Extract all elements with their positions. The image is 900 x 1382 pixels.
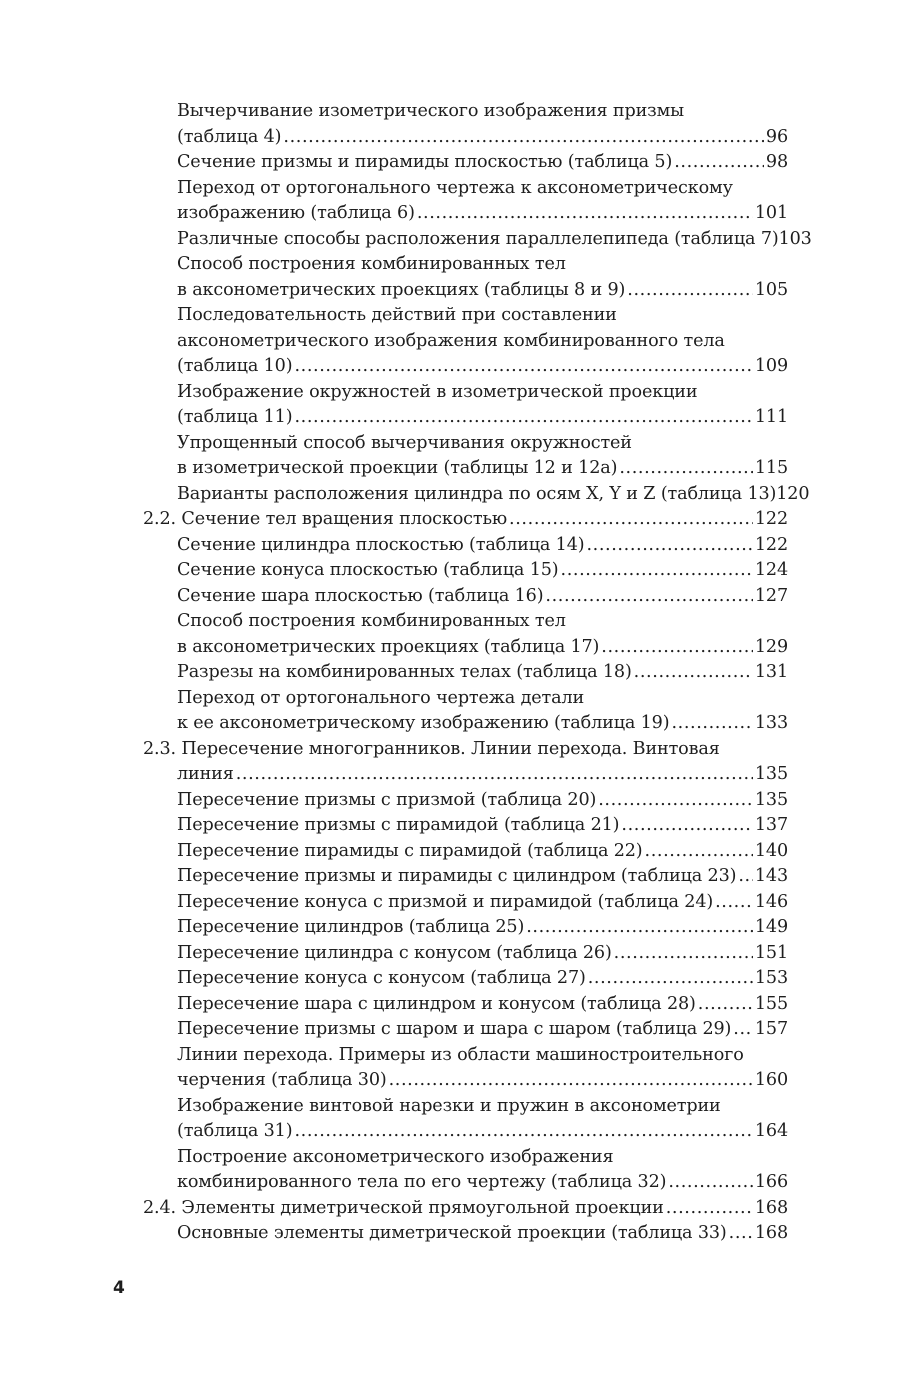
toc-entry (143, 966, 788, 992)
toc-entry (143, 482, 810, 508)
dot-leader (417, 201, 753, 227)
toc-entry-last-line (177, 1170, 788, 1196)
toc-entry-last-line (177, 711, 788, 737)
toc-entry-title-line: в аксонометрических проекциях (таблицы 8 и 9) (177, 279, 626, 300)
toc-entry-title-line: черчения (таблица 30) (177, 1070, 387, 1090)
toc-entry-last-line (143, 762, 788, 788)
toc-entry (143, 1094, 788, 1145)
dot-leader (294, 405, 752, 431)
dot-leader (561, 558, 753, 584)
dot-leader (509, 507, 753, 533)
toc-page-number: 143 (754, 866, 788, 886)
toc-page-number: 120 (776, 483, 810, 504)
toc-entry-title-line: 2.4. Элементы диметрической прямоугольной проекции (143, 1197, 664, 1218)
toc-entry-title-line: Пересечение призмы и пирамиды с цилиндром (таблица 23) (177, 866, 737, 886)
toc-entry-last-line (177, 660, 788, 686)
toc-page-number: 168 (754, 1197, 788, 1218)
toc-page-number: 153 (754, 968, 788, 988)
toc-page-number: 115 (754, 458, 788, 478)
toc-entry (143, 660, 788, 686)
toc-entry-title-line: Линии перехода. Примеры из области машиностроительного (177, 1044, 744, 1065)
dot-leader (614, 941, 753, 967)
toc-entry-last-line (177, 482, 810, 508)
dot-leader (619, 456, 753, 482)
toc-entry-last-line (177, 890, 788, 916)
toc-entry-last-line (177, 150, 788, 176)
toc-page-number: 98 (765, 152, 788, 172)
dot-leader (634, 660, 753, 686)
dot-leader (668, 1170, 753, 1196)
toc-entry (143, 915, 788, 941)
toc-entry (143, 252, 788, 303)
toc-page-number: 127 (754, 585, 788, 606)
toc-entry-title-line: Способ построения комбинированных тел (177, 254, 566, 274)
toc-page-number: 111 (754, 407, 788, 427)
toc-entry-title-line: Построение аксонометрического изображения (177, 1146, 614, 1167)
toc-entry-last-line (177, 227, 812, 253)
page-number: 4 (113, 1278, 125, 1298)
toc-entry-title-line: Переход от ортогонального чертежа детали (177, 687, 585, 708)
toc-entry-title-line: Пересечение цилиндра с конусом (таблица 26) (177, 942, 612, 963)
toc-page-number: 101 (754, 203, 788, 223)
toc-section-entry (143, 737, 788, 788)
dot-leader (601, 635, 753, 661)
toc-entry-title-line: аксонометрического изображения комбинированного тела (177, 330, 725, 351)
dot-leader (586, 533, 752, 559)
toc-entry-title-line: Последовательность действий при составлении (177, 305, 617, 325)
dot-leader (236, 762, 753, 788)
dot-leader (729, 1221, 753, 1247)
toc-entry-last-line (177, 839, 788, 865)
toc-entry-last-line (177, 278, 788, 304)
dot-leader (698, 992, 753, 1018)
toc-entry-last-line (177, 456, 788, 482)
dot-leader (598, 788, 753, 814)
toc-entry-title-line: Сечение призмы и пирамиды плоскостью (таблица 5) (177, 152, 673, 172)
toc-section-entry (143, 507, 788, 533)
toc-entry-last-line (177, 635, 788, 661)
toc-section-entry (143, 1196, 788, 1222)
toc-entry-title-line: Пересечение шара с цилиндром и конусом (таблица 28) (177, 993, 696, 1014)
dot-leader (294, 354, 752, 380)
toc-entry-last-line (177, 1017, 788, 1043)
toc-entry-last-line (177, 788, 788, 814)
toc-entry-title-line: Сечение конуса плоскостью (таблица 15) (177, 560, 559, 580)
toc-page-number: 146 (754, 891, 788, 912)
dot-leader (526, 915, 753, 941)
toc-entry (143, 303, 788, 380)
toc-entry-title-line: Упрощенный способ вычерчивания окружностей (177, 432, 632, 453)
dot-leader (671, 711, 752, 737)
toc-entry (143, 380, 788, 431)
toc-entry-title-line: Пересечение цилиндров (таблица 25) (177, 917, 525, 937)
toc-page-number: 166 (754, 1172, 788, 1192)
toc-entry-title-line: в изометрической проекции (таблицы 12 и 12а) (177, 458, 618, 478)
toc-entry-last-line (143, 507, 788, 533)
toc-page-number: 103 (778, 228, 812, 249)
dot-leader (621, 813, 752, 839)
toc-entry-last-line (143, 1196, 788, 1222)
toc-entry-last-line (177, 584, 788, 610)
toc-entry-title-line: изображению (таблица 6) (177, 203, 415, 223)
toc-entry (143, 788, 788, 814)
toc-entry-title-line: (таблица 31) (177, 1121, 293, 1141)
toc-entry (143, 992, 788, 1018)
toc-entry (143, 839, 788, 865)
toc-entry (143, 1043, 788, 1094)
toc-entry-title-line: Основные элементы диметрической проекции (таблица 33) (177, 1223, 727, 1243)
toc-page-number: 122 (754, 509, 788, 529)
toc-entry (143, 99, 788, 150)
toc-entry-last-line (177, 941, 788, 967)
toc-entry-last-line (177, 201, 788, 227)
toc-entry-title-line: Варианты расположения цилиндра по осям X, Y и Z (таблица 13) (177, 483, 777, 504)
toc-entry-last-line (177, 966, 788, 992)
toc-entry (143, 431, 788, 482)
toc-page-number: 124 (754, 560, 788, 580)
toc-entry-title-line: Вычерчивание изометрического изображения призмы (177, 101, 685, 121)
toc-entry-last-line (177, 558, 788, 584)
toc-entry-last-line (177, 533, 788, 559)
dot-leader (738, 864, 753, 890)
toc-entry-title-line: Пересечение призмы с пирамидой (таблица 21) (177, 815, 620, 835)
table-of-contents (143, 99, 812, 1247)
toc-page-number: 140 (754, 840, 788, 861)
toc-page-number: 131 (754, 662, 788, 682)
toc-entry-title-line: (таблица 10) (177, 356, 293, 376)
toc-entry (143, 150, 788, 176)
dot-leader (733, 1017, 753, 1043)
toc-entry-title-line: Пересечение конуса с призмой и пирамидой (таблица 24) (177, 891, 714, 912)
toc-entry-last-line (177, 864, 788, 890)
toc-page-number: 133 (754, 713, 788, 733)
toc-entry-title-line: Сечение цилиндра плоскостью (таблица 14) (177, 534, 585, 555)
toc-entry-last-line (177, 1221, 788, 1247)
dot-leader (588, 966, 753, 992)
toc-entry (143, 686, 788, 737)
dot-leader (666, 1196, 753, 1222)
toc-entry-last-line (177, 813, 788, 839)
toc-entry-title-line: линия (177, 764, 234, 784)
toc-page-number: 168 (754, 1223, 788, 1243)
toc-entry-title-line: Пересечение призмы с шаром и шара с шаром (таблица 29) (177, 1019, 732, 1039)
toc-entry-title-line: Изображение окружностей в изометрической проекции (177, 381, 698, 402)
toc-entry (143, 584, 788, 610)
toc-entry-title-line: комбинированного тела по его чертежу (таблица 32) (177, 1172, 667, 1192)
toc-entry (143, 609, 788, 660)
toc-entry-title-line: Различные способы расположения параллелепипеда (таблица 7) (177, 228, 779, 249)
toc-page-number: 151 (754, 942, 788, 963)
toc-entry-title-line: Пересечение призмы с призмой (таблица 20) (177, 789, 597, 810)
toc-entry (143, 890, 788, 916)
toc-entry-last-line (177, 915, 788, 941)
toc-entry-last-line (177, 125, 788, 151)
toc-entry (143, 1145, 788, 1196)
toc-entry (143, 558, 788, 584)
toc-page-number: 135 (754, 764, 788, 784)
toc-entry-title-line: Сечение шара плоскостью (таблица 16) (177, 585, 544, 606)
toc-page-number: 137 (754, 815, 788, 835)
toc-entry (143, 941, 788, 967)
toc-page-number: 135 (754, 789, 788, 810)
dot-leader (545, 584, 752, 610)
toc-entry-title-line: Разрезы на комбинированных телах (таблица 18) (177, 662, 632, 682)
toc-entry-title-line: Пересечение конуса с конусом (таблица 27) (177, 968, 586, 988)
toc-page-number: 105 (754, 279, 788, 300)
toc-entry-title-line: Переход от ортогонального чертежа к аксонометрическому (177, 177, 733, 198)
toc-entry (143, 176, 788, 227)
toc-entry-last-line (177, 1119, 788, 1145)
toc-entry-title-line: Пересечение пирамиды с пирамидой (таблица 22) (177, 840, 643, 861)
toc-entry-title-line: (таблица 11) (177, 407, 293, 427)
toc-page-number: 96 (765, 126, 788, 147)
toc-page-number: 157 (754, 1019, 788, 1039)
toc-entry (143, 227, 812, 253)
toc-entry (143, 1017, 788, 1043)
toc-entry-last-line (177, 1068, 788, 1094)
toc-entry (143, 813, 788, 839)
toc-page-number: 155 (754, 993, 788, 1014)
dot-leader (674, 150, 764, 176)
toc-entry-title-line: Изображение винтовой нарезки и пружин в аксонометрии (177, 1095, 721, 1116)
dot-leader (627, 278, 753, 304)
dot-leader (645, 839, 753, 865)
toc-entry (143, 533, 788, 559)
toc-page-number: 122 (754, 534, 788, 555)
toc-entry-title-line: 2.3. Пересечение многогранников. Линии перехода. Винтовая (143, 738, 720, 759)
toc-page-number: 109 (754, 356, 788, 376)
dot-leader (389, 1068, 753, 1094)
dot-leader (294, 1119, 752, 1145)
toc-entry-title-line: Способ построения комбинированных тел (177, 611, 566, 631)
toc-page-number: 129 (754, 636, 788, 657)
toc-entry-title-line: к ее аксонометрическому изображению (таблица 19) (177, 713, 670, 733)
toc-page-number: 164 (754, 1121, 788, 1141)
toc-page-number: 149 (754, 917, 788, 937)
dot-leader (715, 890, 753, 916)
toc-page-number: 160 (754, 1070, 788, 1090)
toc-entry-title-line: 2.2. Сечение тел вращения плоскостью (143, 509, 508, 529)
toc-entry-last-line (177, 405, 788, 431)
dot-leader (283, 125, 764, 151)
toc-entry-title-line: (таблица 4) (177, 126, 282, 147)
toc-entry-last-line (177, 992, 788, 1018)
toc-entry (143, 864, 788, 890)
toc-entry (143, 1221, 788, 1247)
toc-entry-title-line: в аксонометрических проекциях (таблица 17) (177, 636, 600, 657)
toc-entry-last-line (177, 354, 788, 380)
